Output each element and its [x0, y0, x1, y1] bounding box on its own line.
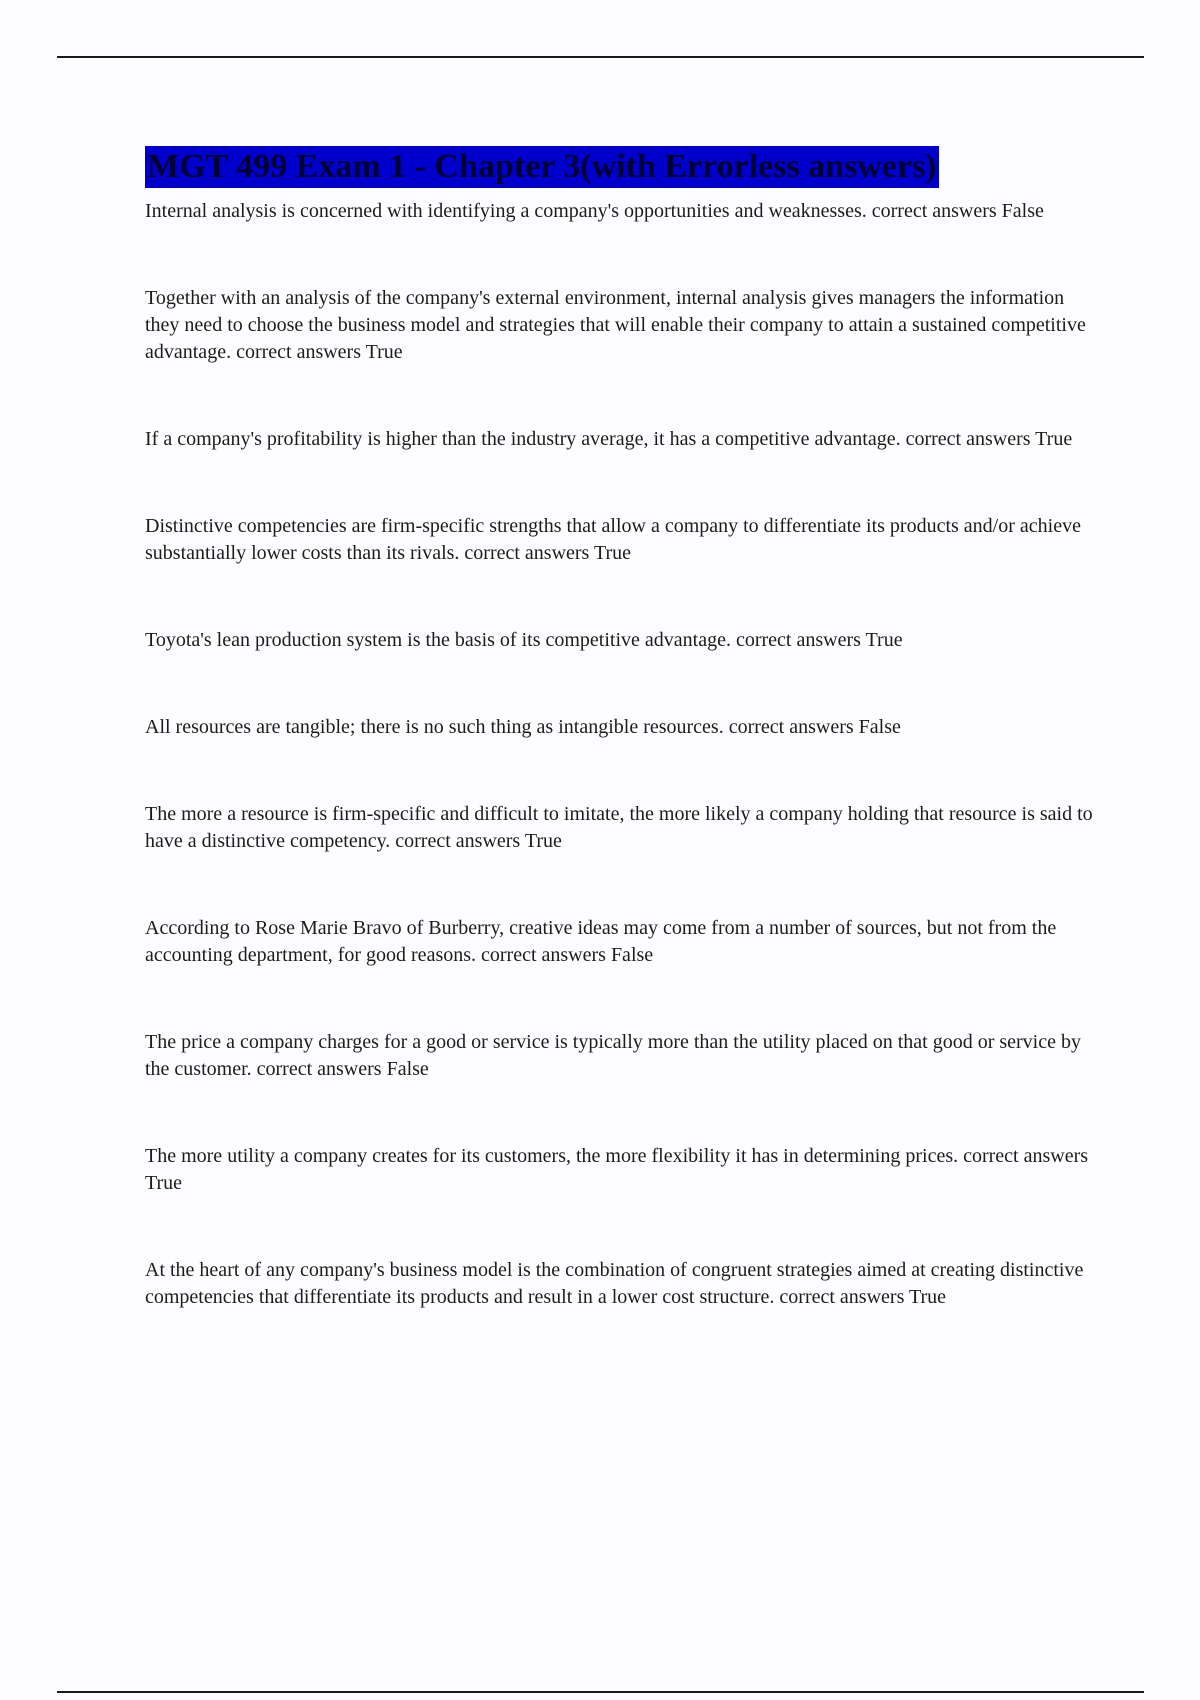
- question-item: All resources are tangible; there is no such thing as intangible resources. correct answers False: [145, 716, 901, 738]
- question-item: Together with an analysis of the company's external environment, internal analysis gives managers the information they need to choose the business model and strategies that will enable their company to attain a sustained competitive advantage. correct answers True: [145, 287, 1086, 363]
- question-item: The more utility a company creates for its customers, the more flexibility it has in determining prices. correct answers True: [145, 1145, 1089, 1194]
- question-item: Distinctive competencies are firm-specific strengths that allow a company to differentiate its products and/or achieve substantially lower costs than its rivals. correct answers True: [145, 515, 1081, 564]
- question-item: Internal analysis is concerned with identifying a company's opportunities and weaknesses. correct answers False: [145, 200, 1044, 222]
- question-item: The price a company charges for a good or service is typically more than the utility placed on that good or service by the customer. correct answers False: [145, 1031, 1081, 1080]
- question-item: At the heart of any company's business model is the combination of congruent strategies aimed at creating distinctive competencies that differentiate its products and result in a lower cost structure. correct answers True: [145, 1259, 1084, 1308]
- question-item: The more a resource is firm-specific and difficult to imitate, the more likely a company holding that resource is said to have a distinctive competency. correct answers True: [145, 803, 1093, 852]
- bottom-rule: [57, 1691, 1144, 1693]
- top-rule: [57, 56, 1144, 58]
- question-item: According to Rose Marie Bravo of Burberry, creative ideas may come from a number of sources, but not from the accounting department, for good reasons. correct answers False: [145, 917, 1057, 966]
- document-title: MGT 499 Exam 1 - Chapter 3(with Errorless answers): [145, 146, 939, 188]
- document-body: [145, 146, 1095, 1311]
- question-item: If a company's profitability is higher than the industry average, it has a competitive advantage. correct answers True: [145, 428, 1073, 450]
- question-item: Toyota's lean production system is the basis of its competitive advantage. correct answers True: [145, 629, 903, 651]
